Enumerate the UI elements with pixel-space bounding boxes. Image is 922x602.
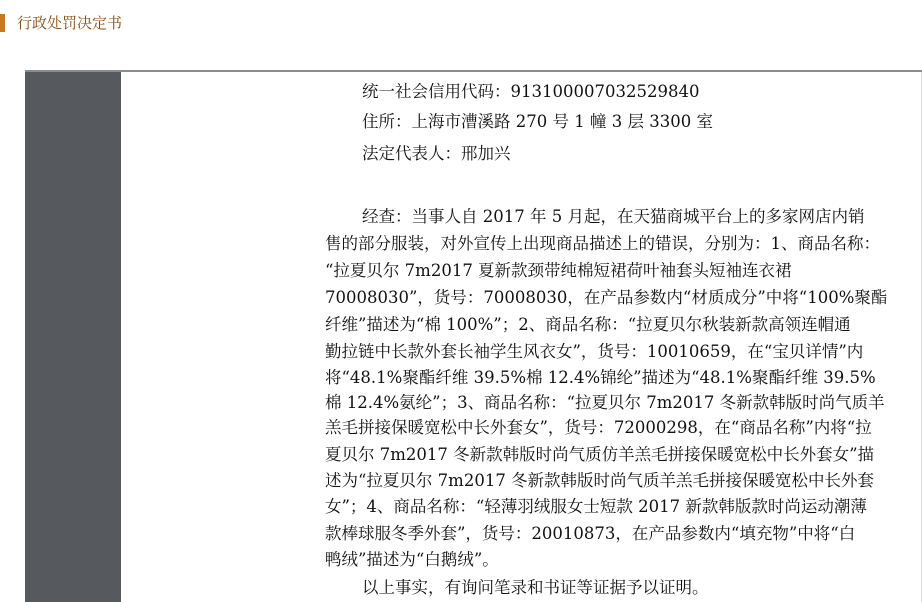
doc-paragraph-line: 70008030”，货号：70008030，在产品参数内“材质成分”中将“100%聚酯 — [325, 288, 888, 307]
header-accent-bar — [0, 14, 5, 32]
doc-paragraph-line: 售的部分服装，对外宣传上出现商品描述上的错误，分别为：1、商品名称： — [325, 234, 880, 253]
doc-line-legal-rep: 法定代表人：邢加兴 — [362, 144, 511, 163]
doc-paragraph-line: 棉 12.4%氨纶”；3、商品名称：“拉夏贝尔 7m2017 冬新款韩版时尚气质羊 — [325, 393, 885, 412]
doc-paragraph-line: 女”；4、商品名称：“轻薄羽绒服女士短款 2017 新款韩版款时尚运动潮薄 — [325, 497, 867, 516]
doc-paragraph-line: 述为“拉夏贝尔 7m2017 冬新款韩版时尚气质羊羔毛拼接保暖宽松中长外套 — [325, 471, 875, 490]
page-title: 行政处罚决定书 — [17, 14, 123, 32]
doc-paragraph-line: 羔毛拼接保暖宽松中长外套女”，货号：72000298，在“商品名称”内将“拉 — [325, 418, 872, 437]
doc-paragraph-line: 款棒球服冬季外套”，货号：20010873，在产品参数内“填充物”中将“白 — [325, 524, 856, 543]
doc-paragraph-line: 以上事实，有询问笔录和书证等证据予以证明。 — [362, 578, 709, 597]
doc-line-credit-code: 统一社会信用代码：913100007032529840 — [362, 82, 700, 101]
doc-paragraph-line: 纤维”描述为“棉 100%”；2、商品名称：“拉夏贝尔秋装新款高领连帽通 — [325, 315, 851, 334]
doc-paragraph-line: 勤拉链中长款外套长袖学生风衣女”，货号：10010659，在“宝贝详情”内 — [325, 342, 864, 361]
document-page — [121, 72, 922, 602]
doc-paragraph-line: “拉夏贝尔 7m2017 夏新款颈带纯棉短裙荷叶袖套头短袖连衣裙 — [325, 261, 792, 280]
doc-paragraph-line: 将“48.1%聚酯纤维 39.5%棉 12.4%锦纶”描述为“48.1%聚酯纤维 39.5% — [325, 368, 876, 387]
doc-line-address: 住所：上海市漕溪路 270 号 1 幢 3 层 3300 室 — [362, 112, 713, 131]
doc-paragraph-line: 鸭绒”描述为“白鹅绒”。 — [325, 550, 499, 569]
doc-paragraph-line: 经查：当事人自 2017 年 5 月起，在天猫商城平台上的多家网店内销 — [362, 207, 865, 226]
document-viewer[interactable] — [25, 70, 922, 602]
doc-paragraph-line: 夏贝尔 7m2017 冬新款韩版时尚气质仿羊羔毛拼接保暖宽松中长外套女”描 — [325, 445, 875, 464]
page-header — [0, 0, 922, 44]
